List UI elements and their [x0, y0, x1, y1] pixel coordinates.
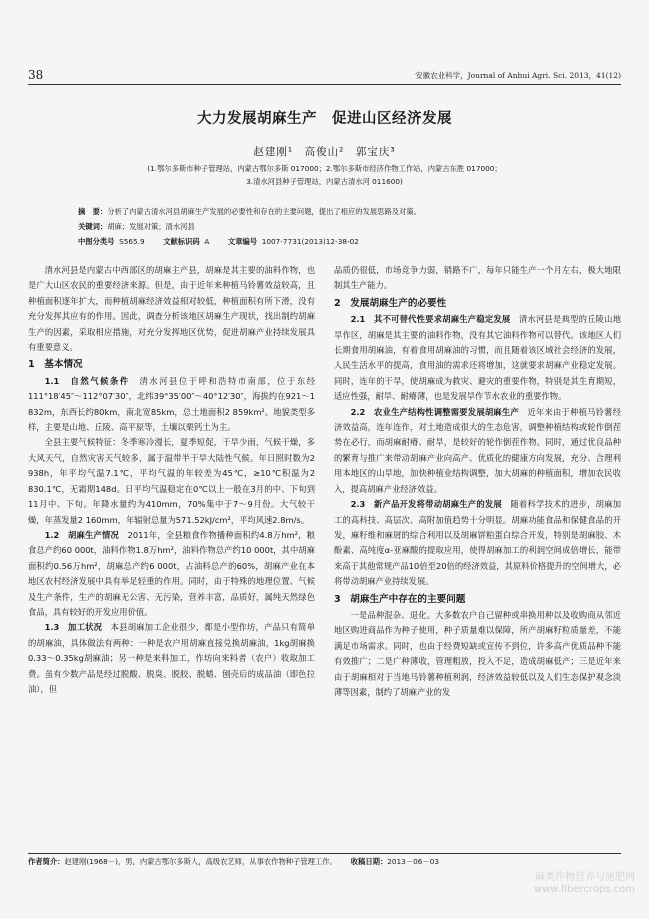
keywords-text: 胡麻；发展对策；清水河县	[107, 222, 195, 231]
section-2-3-title: 2.3 新产品开发将带动胡麻生产的发展	[350, 499, 502, 510]
section-3-text: 一是品种混杂、退化。大多数农户自己留种或串换用种以及收购商从邻近地区购进商品作为种子使用，种子质量难以保障，所产胡麻籽粒质量差，不能满足市场需求。同时，也由于经费短缺或宣传不到位，许多高产优质品种不能有效推广；二是广种薄收，管理粗放，投入不足，造成胡麻低产；三是近年来由于胡麻相对于当地马铃薯种植利润，经济效益较低以及人们生态保护观念淡薄等因素，制约了胡麻产业的发	[334, 609, 621, 697]
author-info-text: 赵建刚(1968－)，男，内蒙古鄂尔多斯人，高级农艺师，从事农作物种子管理工作。	[64, 857, 337, 866]
section-1-1-climate: 全县主要气候特征：冬季寒冷漫长，夏季短促，干旱少雨，气候干燥，多大风天气，自然灾害天气较多，属于温带半干旱大陆性气候。年日照时数为2 938h，年平均气温7.1℃，平均气温的年较差为45℃，≥10℃积温为2 830.1℃，无霜期148d。日平均气温稳定在0℃以上一般在3月的中、下旬到11月中、下旬。年降水量约为410mm，70%集中于7～9月份。大气较干燥，年蒸发量2 160mm，年辐射总量为571.52kJ/cm²，平均风速2.8m/s。	[28, 437, 315, 525]
footnote-rule	[28, 853, 621, 854]
affiliation-line-2: 3.清水河县种子管理站，内蒙古清水河 011600)	[246, 177, 403, 186]
article-number-label: 文章编号	[227, 237, 258, 246]
doc-code-label: 文献标识码	[163, 237, 200, 246]
section-2-1-text: 清水河县是典型的丘陵山地旱作区，胡麻是其主要的油料作物，没有其它油料作物可以替代。该地区人们长期食用胡麻油，有着食用胡麻油的习惯，而且随着该区域社会经济的发展，人民生活水平的提高，食用油的需求还将增加，这就要求胡麻产业稳定发展。同时，连年的干旱，使胡麻成为救灾、避灾的重要作物，特别是其生育期短，适应性强，耐旱、耐瘠薄，也是发展旱作节水农业的重要作物。	[334, 314, 621, 402]
section-3-heading: 3 胡麻生产中存在的主要问题	[334, 593, 466, 605]
section-1-1-text: 清水河县位于呼和浩特市南部，位于东经111°18′45″～112°07′30″，北纬39°35′00″～40°12′30″，海拔约在921～1 832m，东西长约80km，南北宽85km，总土地面积2 859km²。地貌类型多样，主要是山地、丘陵、高平原等，土壤以栗钙土为主。	[28, 375, 315, 433]
section-2-1-title: 2.1 其不可替代性要求胡麻生产稳定发展	[350, 314, 511, 325]
paper-authors: 赵建刚¹ 高俊山² 郭宝庆³	[253, 146, 396, 158]
left-column	[28, 263, 315, 697]
page-number: 38	[28, 68, 44, 82]
section-1-heading: 1 基本情况	[28, 359, 83, 371]
journal-header: 安徽农业科学，Journal of Anhui Agri. Sci. 2013，41(12)	[415, 71, 621, 80]
section-2-2-title: 2.2 农业生产结构性调整需要发展胡麻生产	[350, 406, 519, 417]
received-date: 2013－06－03	[387, 857, 439, 866]
section-2-2-text: 近年来由于种植马铃薯经济效益高，连年连作，对土地造成很大的生态危害，调整种植结构或轮作倒茬势在必行，而胡麻耐瘠、耐旱，是较好的轮作倒茬作物。同时，通过优良品种的繁育与推广来带动胡麻产业向高产、优质化的健康方向发展，充分、合理利用本地区的山旱地，加快种植业结构调整，加大胡麻的种植面积，增加农民收入，提高胡麻产业经济效益。	[334, 406, 621, 494]
section-1-3-title: 1.3 加工状况	[44, 622, 103, 633]
clc-label: 中图分类号	[78, 237, 115, 246]
section-1-3	[28, 620, 315, 697]
footnote	[28, 857, 439, 867]
section-2-3	[334, 497, 621, 589]
keywords-label: 关键词：	[78, 222, 108, 231]
watermark-name: 麻类作物营养与施肥网	[535, 872, 635, 883]
watermark-url: www.fibercrops.com	[533, 884, 635, 895]
right-column	[334, 263, 621, 700]
section-1-1-title: 1.1 自然气候条件	[44, 375, 130, 386]
section-1-1	[28, 374, 315, 436]
clc-value: S565.9	[119, 237, 145, 246]
section-1-2	[28, 528, 315, 620]
section-1-3-text: 本县胡麻加工企业很少，都是小型作坊，产品只有简单的胡麻油，具体做法有两种：一种是农户用胡麻直接兑换胡麻油，1kg胡麻换0.33～0.35kg胡麻油；另一种是来料加工，作坊向来料者（农户）收取加工费。虽有少数产品是经过脱酸、脱臭、脱胶、脱蜡、刨壳后的成品油（即色拉油），但	[28, 622, 315, 694]
section-1-2-title: 1.2 胡麻生产情况	[44, 529, 120, 540]
abstract	[78, 207, 421, 217]
abstract-label: 摘 要：	[78, 207, 108, 216]
watermark	[534, 872, 635, 896]
section-2-3-text: 随着科学技术的进步，胡麻加工的高科技、高层次、高附加值趋势十分明显。胡麻功能食品和保健食品的开发，麻籽维和麻屑的综合利用以及胡麻饼粕蛋白综合开发，特别是胡麻胶、木酚素、高纯度α-亚麻酸的提取应用，使得胡麻加工的利润空间成倍增长，能带来高于其他常规产品10倍至20倍的经济效益，其原料价格提升的空间增大，必将带动胡麻产业持续发展。	[334, 499, 621, 587]
abstract-text: 分析了内蒙古清水河县胡麻生产发展的必要性和存在的主要问题，提出了相应的发展思路及对策。	[107, 207, 421, 216]
paper-title: 大力发展胡麻生产 促进山区经济发展	[197, 111, 452, 127]
continued-paragraph: 品质仍很低，市场竞争力弱，销路不广，每年只能生产一个月左右，极大地限制其生产能力。	[334, 265, 621, 291]
section-2-heading: 2 发展胡麻生产的必要性	[334, 297, 447, 309]
doc-code-value: A	[204, 237, 210, 246]
affiliation-line-1: (1.鄂尔多斯市种子管理站，内蒙古鄂尔多斯 017000；2.鄂尔多斯市经济作物工作站，内蒙古东胜 017000；	[147, 164, 502, 173]
classification-line	[78, 237, 359, 247]
keywords	[78, 222, 195, 232]
section-2-2	[334, 405, 621, 497]
header-rule	[28, 84, 621, 85]
intro-paragraph: 清水河县是内蒙古中西部区的胡麻主产县，胡麻是其主要的油料作物，也是广大山区农民的重要经济来源。但是，由于近年来种植马铃薯效益较高，且种植面积逐年扩大，而种植胡麻经济效益相对较低，种植面积有所下滑，没有充分发挥其应有的作用。因此，调查分析该地区胡麻生产现状，找出制约胡麻生产的因素，采取相应措施，对充分发挥地区优势，促进胡麻产业持续发展具有重要意义。	[28, 265, 315, 353]
article-number-value: 1007-7731(2013)12-38-02	[261, 237, 359, 246]
section-2-1	[334, 312, 621, 404]
section-1-2-text: 2011年，全县粮食作物播种面积约4.8万hm²，粮食总产约60 000t，油料作物1.8万hm²，油料作物总产约10 000t，其中胡麻面积约0.56万hm²，胡麻总产约6 000t，占油料总产的60%，胡麻产业在本地区农村经济发展中具有举足轻重的作用。同时，由于特殊的地理位置、气候及生产条件，生产的胡麻无公害、无污染，营养丰富，品质好，属纯天然绿色食品，具有较好的开发应用价值。	[28, 529, 315, 617]
received-date-label: 收稿日期：	[350, 857, 388, 866]
author-info-label: 作者简介：	[28, 857, 65, 866]
